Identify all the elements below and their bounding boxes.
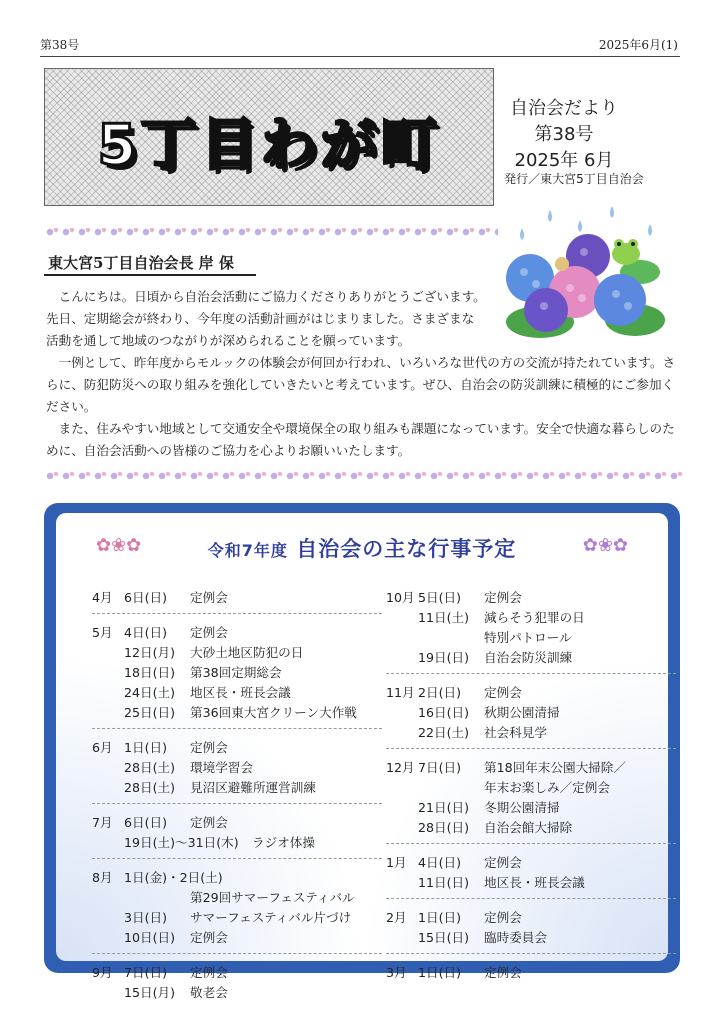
schedule-event: 定例会 bbox=[190, 625, 228, 640]
schedule-date: 2日(日) bbox=[418, 685, 462, 700]
schedule-month-group bbox=[386, 850, 676, 899]
schedule-title-year: 令和7年度 bbox=[207, 541, 288, 560]
greeting-letter bbox=[46, 286, 686, 462]
flower-decoration-icon: ✿❀✿ bbox=[582, 535, 628, 556]
schedule-row bbox=[92, 832, 382, 852]
schedule-row bbox=[92, 757, 382, 777]
schedule-date: 7日(日) bbox=[418, 760, 462, 775]
schedule-event: 定例会 bbox=[190, 815, 228, 830]
schedule-month: 11月 bbox=[386, 685, 415, 700]
schedule-month-group bbox=[386, 680, 676, 749]
schedule-date: 10日(日) bbox=[124, 930, 176, 945]
schedule-row bbox=[386, 817, 676, 837]
schedule-event: 見沼区避難所運営訓練 bbox=[190, 780, 316, 795]
schedule-row bbox=[386, 627, 676, 647]
schedule-event: ラジオ体操 bbox=[252, 835, 315, 850]
header-rule bbox=[40, 56, 680, 57]
schedule-month: 12月 bbox=[386, 760, 415, 775]
schedule-date: 6日(日) bbox=[124, 815, 168, 830]
publisher: 発行／東大宮5丁目自治会 bbox=[504, 172, 644, 186]
flower-divider-icon bbox=[44, 226, 498, 238]
schedule-date: 24日(土) bbox=[124, 685, 176, 700]
schedule-row bbox=[386, 927, 676, 947]
chairman-heading: 東大宮5丁目自治会長 岸 保 bbox=[48, 254, 234, 272]
greeting-paragraph: 活動を通して地域のつながりが深められることを願っています。 bbox=[46, 333, 411, 348]
schedule-date: 15日(月) bbox=[124, 985, 176, 1000]
schedule-row bbox=[92, 887, 382, 907]
schedule-event: 第36回東大宮クリーン大作戦 bbox=[190, 705, 357, 720]
schedule-right-column bbox=[386, 585, 676, 994]
schedule-date: 21日(日) bbox=[418, 800, 470, 815]
schedule-row bbox=[92, 737, 382, 757]
schedule-date: 7日(日) bbox=[124, 965, 168, 980]
schedule-row bbox=[386, 962, 676, 982]
schedule-event: 定例会 bbox=[190, 930, 228, 945]
schedule-date: 4日(日) bbox=[418, 855, 462, 870]
schedule-month-group bbox=[386, 585, 676, 674]
schedule-date: 18日(日) bbox=[124, 665, 176, 680]
schedule-event: 環境学習会 bbox=[190, 760, 253, 775]
schedule-event: 第29回サマーフェスティバル bbox=[190, 890, 355, 905]
schedule-event: 減らそう犯罪の日 bbox=[484, 610, 585, 625]
schedule-event: 定例会 bbox=[190, 740, 228, 755]
schedule-date: 16日(日) bbox=[418, 705, 470, 720]
schedule-event: 自治会館大掃除 bbox=[484, 820, 573, 835]
schedule-event: 臨時委員会 bbox=[484, 930, 547, 945]
schedule-row bbox=[386, 907, 676, 927]
schedule-date: 11日(日) bbox=[418, 875, 470, 890]
schedule-event: 大砂土地区防犯の日 bbox=[190, 645, 304, 660]
event-schedule-panel bbox=[44, 503, 680, 1000]
schedule-date: 28日(日) bbox=[418, 820, 470, 835]
schedule-month: 5月 bbox=[92, 625, 113, 640]
schedule-month: 6月 bbox=[92, 740, 113, 755]
greeting-paragraph: こんにちは。日頃から自治会活動にご協力くださりありがとうございます。 bbox=[58, 289, 486, 304]
schedule-date: 3日(日) bbox=[124, 910, 168, 925]
schedule-event: 定例会 bbox=[190, 590, 228, 605]
schedule-event: 第18回年末公園大掃除／ bbox=[484, 760, 626, 775]
greeting-paragraph: 先日、定期総会が終わり、今年度の活動計画がはじまりました。さまざまな bbox=[46, 311, 475, 326]
publication-date: 2025年 6月 bbox=[514, 150, 614, 171]
schedule-event: 定例会 bbox=[484, 910, 522, 925]
schedule-inner bbox=[56, 513, 668, 1000]
schedule-row bbox=[92, 867, 382, 887]
schedule-month-group bbox=[92, 620, 382, 729]
schedule-date: 1日(日) bbox=[418, 965, 462, 980]
schedule-month-group bbox=[92, 585, 382, 614]
newsletter-name: 自治会だより bbox=[510, 98, 618, 119]
schedule-event: 秋期公園清掃 bbox=[484, 705, 560, 720]
schedule-row bbox=[92, 587, 382, 607]
schedule-event: 年末お楽しみ／定例会 bbox=[484, 780, 610, 795]
schedule-date: 25日(日) bbox=[124, 705, 176, 720]
schedule-date: 1日(日) bbox=[124, 740, 168, 755]
schedule-event: 敬老会 bbox=[190, 985, 228, 1000]
schedule-month: 9月 bbox=[92, 965, 113, 980]
schedule-event: 定例会 bbox=[190, 965, 228, 980]
schedule-month: 7月 bbox=[92, 815, 113, 830]
schedule-month-group bbox=[92, 810, 382, 859]
schedule-event: 定例会 bbox=[484, 685, 522, 700]
schedule-event: サマーフェスティバル片づけ bbox=[190, 910, 352, 925]
schedule-row bbox=[92, 907, 382, 927]
schedule-row bbox=[386, 872, 676, 892]
schedule-date: 19日(日) bbox=[418, 650, 470, 665]
greeting-paragraph: 一例として、昨年度からモルックの体験会が何回か行われ、いろいろな世代の方の交流が持たれています。さらに、防犯防災への取り組みを強化していきたいと考えています。ぜひ、自治会の防災訓練に積極的にご参加ください。 bbox=[46, 355, 676, 414]
schedule-month: 4月 bbox=[92, 590, 113, 605]
schedule-row bbox=[386, 702, 676, 722]
schedule-month: 10月 bbox=[386, 590, 415, 605]
schedule-event: 第38回定期総会 bbox=[190, 665, 282, 680]
schedule-title bbox=[56, 533, 668, 563]
schedule-month-group bbox=[92, 735, 382, 804]
issue-number-header: 第38号 bbox=[40, 38, 80, 52]
schedule-date: 28日(土) bbox=[124, 780, 176, 795]
schedule-event: 冬期公園清掃 bbox=[484, 800, 560, 815]
schedule-row bbox=[92, 812, 382, 832]
schedule-event: 特別パトロール bbox=[484, 630, 572, 645]
schedule-event: 地区長・班長会議 bbox=[190, 685, 291, 700]
schedule-date: 15日(日) bbox=[418, 930, 470, 945]
schedule-month-group bbox=[386, 905, 676, 954]
schedule-left-column bbox=[92, 585, 382, 1014]
schedule-month: 3月 bbox=[386, 965, 407, 980]
schedule-date: 19日(土)～31日(木) bbox=[124, 835, 239, 850]
schedule-month-group bbox=[92, 865, 382, 954]
flower-divider-icon bbox=[44, 470, 684, 482]
schedule-row bbox=[92, 927, 382, 947]
schedule-event: 社会科見学 bbox=[484, 725, 547, 740]
masthead-title: 5丁目わが町 bbox=[97, 113, 441, 178]
schedule-row bbox=[386, 757, 676, 777]
schedule-date: 1日(金)・2日(土) bbox=[124, 870, 223, 885]
schedule-row bbox=[92, 642, 382, 662]
schedule-date: 1日(日) bbox=[418, 910, 462, 925]
schedule-row bbox=[386, 647, 676, 667]
schedule-row bbox=[386, 722, 676, 742]
schedule-title-main: 自治会の主な行事予定 bbox=[296, 537, 517, 561]
schedule-month-group bbox=[386, 755, 676, 844]
greeting-paragraph: また、住みやすい地域として交通安全や環境保全の取り組みも課題になっています。安全で快適な暮らしのために、自治会活動への皆様のご協力を心よりお願いいたします。 bbox=[46, 421, 675, 458]
schedule-row bbox=[386, 682, 676, 702]
schedule-event: 定例会 bbox=[484, 965, 522, 980]
schedule-event: 定例会 bbox=[484, 590, 522, 605]
masthead-box bbox=[44, 68, 494, 206]
schedule-row bbox=[92, 962, 382, 982]
schedule-row bbox=[386, 852, 676, 872]
schedule-date: 12日(月) bbox=[124, 645, 176, 660]
schedule-row bbox=[386, 587, 676, 607]
schedule-month-group bbox=[92, 960, 382, 1008]
date-header: 2025年6月(1) bbox=[598, 38, 678, 52]
issue-number: 第38号 bbox=[534, 124, 594, 145]
schedule-row bbox=[92, 662, 382, 682]
schedule-date: 4日(日) bbox=[124, 625, 168, 640]
flower-decoration-icon: ✿❀✿ bbox=[96, 535, 142, 556]
schedule-month: 2月 bbox=[386, 910, 407, 925]
schedule-row bbox=[386, 607, 676, 627]
schedule-event: 定例会 bbox=[484, 855, 522, 870]
schedule-month: 8月 bbox=[92, 870, 113, 885]
schedule-row bbox=[92, 777, 382, 797]
schedule-row bbox=[92, 682, 382, 702]
schedule-row bbox=[386, 777, 676, 797]
schedule-date: 11日(土) bbox=[418, 610, 470, 625]
schedule-row bbox=[386, 797, 676, 817]
schedule-date: 28日(土) bbox=[124, 760, 176, 775]
schedule-date: 6日(日) bbox=[124, 590, 168, 605]
schedule-row bbox=[92, 622, 382, 642]
schedule-event: 自治会防災訓練 bbox=[484, 650, 573, 665]
schedule-event: 地区長・班長会議 bbox=[484, 875, 585, 890]
schedule-month: 1月 bbox=[386, 855, 407, 870]
heading-underline bbox=[44, 274, 256, 276]
schedule-row bbox=[92, 702, 382, 722]
schedule-month-group bbox=[386, 960, 676, 988]
schedule-date: 5日(日) bbox=[418, 590, 462, 605]
schedule-row bbox=[92, 982, 382, 1002]
schedule-date: 22日(土) bbox=[418, 725, 470, 740]
